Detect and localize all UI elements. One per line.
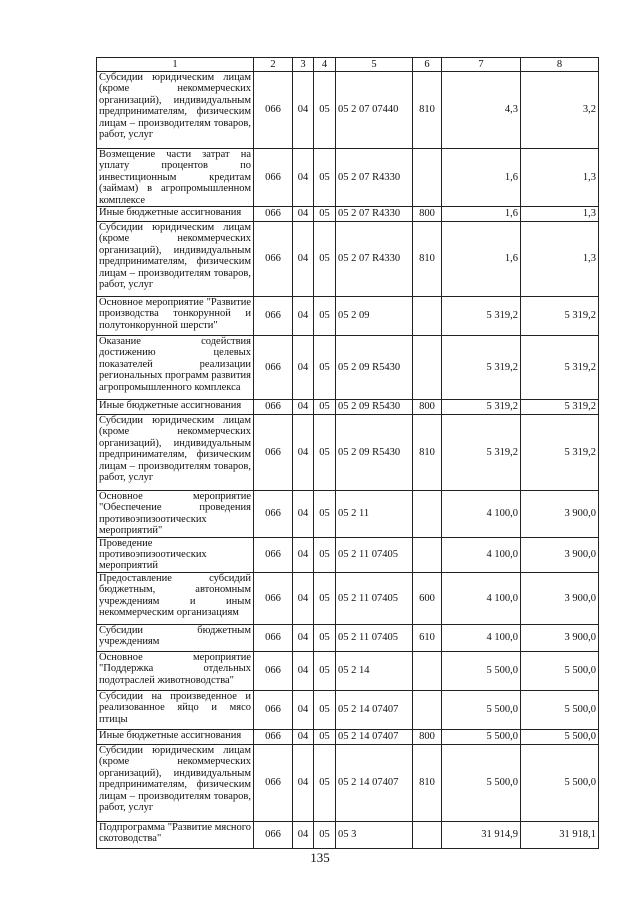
cell-grbs-code: 066 [254,207,293,222]
cell-amount-1: 4 100,0 [442,572,521,624]
cell-amount-1: 4 100,0 [442,491,521,538]
cell-amount-1: 5 319,2 [442,336,521,400]
cell-target-article: 05 3 [336,821,413,848]
cell-expense-type [413,149,442,207]
table-row [97,690,599,729]
cell-name: Субсидии юридическим лицам (кроме некоммерческих организаций), индивидуальным предпринимателям, физическим лицам – производителям товаров, работ, услуг [97,222,254,297]
table-row [97,744,599,821]
cell-target-article: 05 2 07 R4330 [336,207,413,222]
cell-target-article: 05 2 09 R5430 [336,400,413,415]
table-row [97,222,599,297]
cell-amount-1: 5 500,0 [442,690,521,729]
cell-target-article: 05 2 11 07405 [336,572,413,624]
cell-name: Возмещение части затрат на уплату процентов по инвестиционным кредитам (займам) в агропромышленном комплексе [97,149,254,207]
cell-section-code: 04 [293,207,314,222]
cell-amount-1: 1,6 [442,149,521,207]
cell-name: Проведение противоэпизоотических мероприятий [97,537,254,572]
cell-grbs-code: 066 [254,400,293,415]
cell-grbs-code: 066 [254,744,293,821]
table-row [97,491,599,538]
cell-name: Субсидии юридическим лицам (кроме некоммерческих организаций), индивидуальным предпринимателям, физическим лицам – производителям товаров, работ, услуг [97,72,254,149]
cell-grbs-code: 066 [254,297,293,336]
cell-amount-1: 5 319,2 [442,400,521,415]
cell-amount-2: 1,3 [521,207,599,222]
cell-name: Субсидии юридическим лицам (кроме некоммерческих организаций), индивидуальным предпринимателям, физическим лицам – производителям товаров, работ, услуг [97,744,254,821]
cell-expense-type: 810 [413,415,442,491]
cell-expense-type: 800 [413,207,442,222]
cell-grbs-code: 066 [254,624,293,651]
cell-expense-type [413,651,442,690]
header-col-5: 5 [336,58,413,72]
cell-amount-2: 5 500,0 [521,744,599,821]
cell-subsection-code: 05 [314,729,336,744]
page-number: 135 [310,850,330,865]
header-col-8: 8 [521,58,599,72]
cell-subsection-code: 05 [314,491,336,538]
cell-name: Оказание содействия достижению целевых показателей реализации региональных программ развития агропромышленного комплекса [97,336,254,400]
cell-amount-1: 4 100,0 [442,537,521,572]
cell-grbs-code: 066 [254,729,293,744]
cell-section-code: 04 [293,400,314,415]
table-row [97,537,599,572]
cell-name: Подпрограмма "Развитие мясного скотоводства" [97,821,254,848]
cell-target-article: 05 2 14 07407 [336,744,413,821]
cell-amount-2: 3 900,0 [521,491,599,538]
cell-section-code: 04 [293,222,314,297]
cell-amount-2: 5 500,0 [521,690,599,729]
cell-expense-type [413,336,442,400]
cell-target-article: 05 2 14 07407 [336,690,413,729]
cell-amount-2: 3 900,0 [521,624,599,651]
cell-expense-type [413,537,442,572]
cell-target-article: 05 2 11 [336,491,413,538]
cell-subsection-code: 05 [314,207,336,222]
cell-expense-type [413,690,442,729]
cell-name: Субсидии бюджетным учреждениям [97,624,254,651]
cell-grbs-code: 066 [254,821,293,848]
table-row [97,651,599,690]
cell-expense-type: 810 [413,744,442,821]
cell-subsection-code: 05 [314,690,336,729]
cell-amount-1: 1,6 [442,222,521,297]
table-row [97,821,599,848]
cell-subsection-code: 05 [314,400,336,415]
header-col-1: 1 [97,58,254,72]
table-body [97,72,599,849]
cell-amount-2: 3 900,0 [521,537,599,572]
cell-amount-2: 5 500,0 [521,729,599,744]
cell-expense-type: 810 [413,72,442,149]
cell-amount-1: 5 500,0 [442,744,521,821]
cell-section-code: 04 [293,149,314,207]
cell-amount-1: 1,6 [442,207,521,222]
cell-amount-1: 5 500,0 [442,651,521,690]
cell-amount-1: 5 500,0 [442,729,521,744]
cell-target-article: 05 2 07 R4330 [336,222,413,297]
cell-subsection-code: 05 [314,336,336,400]
cell-section-code: 04 [293,744,314,821]
cell-expense-type: 600 [413,572,442,624]
cell-amount-1: 4,3 [442,72,521,149]
cell-name: Субсидии юридическим лицам (кроме некоммерческих организаций), индивидуальным предпринимателям, физическим лицам – производителям товаров, работ, услуг [97,415,254,491]
header-col-3: 3 [293,58,314,72]
cell-section-code: 04 [293,624,314,651]
cell-subsection-code: 05 [314,415,336,491]
cell-section-code: 04 [293,72,314,149]
cell-target-article: 05 2 14 [336,651,413,690]
cell-grbs-code: 066 [254,149,293,207]
cell-section-code: 04 [293,572,314,624]
cell-grbs-code: 066 [254,690,293,729]
table-row [97,207,599,222]
cell-amount-2: 31 918,1 [521,821,599,848]
table-row [97,149,599,207]
header-col-6: 6 [413,58,442,72]
table-row [97,297,599,336]
cell-grbs-code: 066 [254,415,293,491]
cell-grbs-code: 066 [254,72,293,149]
cell-subsection-code: 05 [314,537,336,572]
cell-section-code: 04 [293,415,314,491]
cell-grbs-code: 066 [254,537,293,572]
header-row [97,58,599,72]
header-col-4: 4 [314,58,336,72]
cell-subsection-code: 05 [314,821,336,848]
table-row [97,415,599,491]
cell-expense-type [413,821,442,848]
cell-expense-type: 800 [413,729,442,744]
table-row [97,729,599,744]
cell-target-article: 05 2 07 R4330 [336,149,413,207]
cell-subsection-code: 05 [314,572,336,624]
table-row [97,572,599,624]
cell-grbs-code: 066 [254,491,293,538]
cell-amount-2: 3,2 [521,72,599,149]
cell-name: Иные бюджетные ассигнования [97,729,254,744]
cell-grbs-code: 066 [254,651,293,690]
cell-amount-2: 5 319,2 [521,415,599,491]
cell-name: Основное мероприятие "Развитие производства тонкорунной и полутонкорунной шерсти" [97,297,254,336]
cell-target-article: 05 2 11 07405 [336,624,413,651]
cell-expense-type: 610 [413,624,442,651]
cell-section-code: 04 [293,537,314,572]
cell-amount-1: 5 319,2 [442,415,521,491]
cell-expense-type: 810 [413,222,442,297]
cell-target-article: 05 2 09 R5430 [336,336,413,400]
table-row [97,336,599,400]
cell-name: Иные бюджетные ассигнования [97,207,254,222]
cell-subsection-code: 05 [314,149,336,207]
cell-subsection-code: 05 [314,297,336,336]
cell-amount-2: 5 319,2 [521,297,599,336]
cell-grbs-code: 066 [254,336,293,400]
cell-name: Основное мероприятие "Поддержка отдельных подотраслей животноводства" [97,651,254,690]
table-row [97,72,599,149]
cell-expense-type [413,297,442,336]
cell-amount-2: 3 900,0 [521,572,599,624]
cell-subsection-code: 05 [314,624,336,651]
cell-target-article: 05 2 09 [336,297,413,336]
table-row [97,624,599,651]
cell-target-article: 05 2 11 07405 [336,537,413,572]
cell-amount-1: 4 100,0 [442,624,521,651]
cell-target-article: 05 2 09 R5430 [336,415,413,491]
cell-expense-type [413,491,442,538]
cell-amount-1: 31 914,9 [442,821,521,848]
cell-name: Основное мероприятие "Обеспечение проведения противоэпизоотических мероприятий" [97,491,254,538]
cell-section-code: 04 [293,821,314,848]
header-col-2: 2 [254,58,293,72]
cell-subsection-code: 05 [314,651,336,690]
cell-expense-type: 800 [413,400,442,415]
cell-section-code: 04 [293,297,314,336]
cell-section-code: 04 [293,336,314,400]
budget-table [96,57,599,849]
cell-amount-2: 5 319,2 [521,336,599,400]
cell-amount-2: 5 319,2 [521,400,599,415]
cell-section-code: 04 [293,651,314,690]
table-row [97,400,599,415]
cell-name: Субсидии на произведенное и реализованное яйцо и мясо птицы [97,690,254,729]
cell-subsection-code: 05 [314,222,336,297]
cell-target-article: 05 2 07 07440 [336,72,413,149]
cell-name: Иные бюджетные ассигнования [97,400,254,415]
cell-grbs-code: 066 [254,572,293,624]
cell-subsection-code: 05 [314,744,336,821]
cell-amount-2: 1,3 [521,149,599,207]
cell-name: Предоставление субсидий бюджетным, автономным учреждениям и иным некоммерческим организациям [97,572,254,624]
cell-grbs-code: 066 [254,222,293,297]
cell-section-code: 04 [293,491,314,538]
cell-amount-1: 5 319,2 [442,297,521,336]
cell-target-article: 05 2 14 07407 [336,729,413,744]
cell-amount-2: 5 500,0 [521,651,599,690]
cell-section-code: 04 [293,729,314,744]
cell-subsection-code: 05 [314,72,336,149]
cell-section-code: 04 [293,690,314,729]
cell-amount-2: 1,3 [521,222,599,297]
header-col-7: 7 [442,58,521,72]
